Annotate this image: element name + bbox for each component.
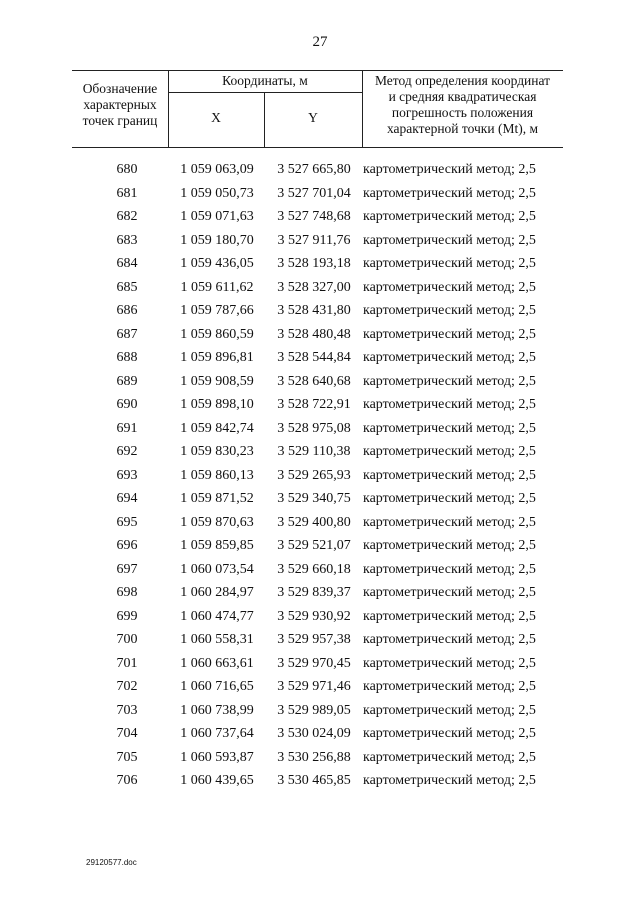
table-row [72, 746, 563, 770]
header-point-line-3: точек границ [82, 113, 158, 128]
coord-y: 3 528 544,84 [277, 350, 351, 365]
coord-x: 1 060 737,64 [180, 726, 254, 741]
method-cell: картометрический метод; 2,5 [363, 726, 536, 741]
method-cell: картометрический метод; 2,5 [363, 232, 536, 248]
coord-y: 3 530 024,09 [277, 726, 351, 741]
table-row [72, 675, 563, 699]
method-cell: картометрический метод; 2,5 [363, 608, 536, 624]
method-cell: картометрический метод; 2,5 [363, 350, 536, 365]
method-cell: картометрический метод; 2,5 [363, 185, 536, 201]
point-number: 698 [116, 585, 138, 600]
method-cell: картометрический метод; 2,5 [363, 655, 536, 671]
table-row [72, 370, 563, 394]
point-number: 691 [116, 420, 138, 436]
method-cell: картометрический метод; 2,5 [363, 773, 536, 788]
method-cell: картометрический метод; 2,5 [363, 373, 536, 389]
coord-y: 3 528 327,00 [277, 279, 351, 295]
table-row [72, 464, 563, 488]
table-row [72, 417, 563, 441]
table-row [72, 393, 563, 417]
coord-y: 3 529 930,92 [277, 608, 351, 624]
coord-x: 1 059 180,70 [180, 232, 254, 248]
coord-y: 3 529 957,38 [277, 632, 351, 647]
method-cell: картометрический метод; 2,5 [363, 585, 536, 600]
coord-y: 3 529 839,37 [277, 585, 351, 600]
coord-y: 3 527 748,68 [277, 209, 351, 224]
table-row [72, 299, 563, 323]
header-bottom-rule [72, 147, 563, 148]
header-point-line-2: характерных [83, 97, 157, 112]
table-row [72, 722, 563, 746]
coord-x: 1 060 716,65 [180, 679, 254, 694]
coord-x: 1 059 908,59 [180, 373, 254, 389]
coord-x: 1 059 859,85 [180, 538, 254, 553]
point-number: 692 [116, 444, 138, 459]
coord-x: 1 059 436,05 [180, 256, 254, 271]
coord-y: 3 528 431,80 [277, 303, 351, 318]
coord-y: 3 530 256,88 [277, 749, 351, 765]
method-cell: картометрический метод; 2,5 [363, 514, 536, 530]
header-method-line-4: характерной точки (Mt), м [386, 121, 538, 136]
point-number: 680 [116, 162, 138, 177]
method-cell: картометрический метод; 2,5 [363, 679, 536, 694]
header-method [362, 73, 563, 137]
method-cell: картометрический метод; 2,5 [363, 491, 536, 506]
point-number: 694 [116, 491, 138, 506]
point-number: 683 [116, 232, 138, 248]
coord-y: 3 529 971,46 [277, 679, 351, 694]
point-number: 702 [116, 679, 138, 694]
table-header [72, 70, 563, 148]
table-row [72, 158, 563, 182]
coord-y: 3 528 722,91 [277, 397, 351, 412]
method-cell: картометрический метод; 2,5 [363, 326, 536, 342]
point-number: 687 [116, 326, 138, 342]
table-row [72, 229, 563, 253]
method-cell: картометрический метод; 2,5 [363, 397, 536, 412]
coord-y: 3 530 465,85 [277, 773, 351, 788]
table-row [72, 487, 563, 511]
coord-x: 1 059 860,59 [180, 326, 254, 342]
method-cell: картометрический метод; 2,5 [363, 538, 536, 553]
header-coordinates: Координаты, м [222, 73, 308, 88]
table-row [72, 769, 563, 793]
table-row [72, 699, 563, 723]
page-number: 27 [312, 34, 328, 50]
method-cell: картометрический метод; 2,5 [363, 209, 536, 224]
footer-filename: 29120577.doc [86, 858, 137, 867]
method-cell: картометрический метод; 2,5 [363, 279, 536, 295]
coord-x: 1 060 474,77 [180, 608, 254, 624]
coord-x: 1 060 663,61 [180, 655, 254, 671]
table-row [72, 628, 563, 652]
table-row [72, 652, 563, 676]
coord-x: 1 059 860,13 [180, 467, 254, 483]
header-point-line-1: Обозначение [82, 81, 158, 96]
coord-x: 1 060 439,65 [180, 773, 254, 788]
point-number: 682 [116, 209, 138, 224]
header-coord-rule [168, 92, 362, 93]
method-cell: картометрический метод; 2,5 [363, 303, 536, 318]
table-row [72, 534, 563, 558]
coord-x: 1 060 593,87 [180, 749, 254, 765]
coord-y: 3 529 989,05 [277, 702, 351, 718]
table-row [72, 605, 563, 629]
point-number: 701 [116, 655, 138, 671]
coord-y: 3 528 193,18 [277, 256, 351, 271]
point-number: 681 [116, 185, 138, 201]
header-method-line-3: погрешность положения [391, 105, 534, 120]
coord-x: 1 060 558,31 [180, 632, 254, 647]
coord-x: 1 059 787,66 [180, 303, 254, 318]
method-cell: картометрический метод; 2,5 [363, 749, 536, 765]
method-cell: картометрический метод; 2,5 [363, 632, 536, 647]
method-cell: картометрический метод; 2,5 [363, 702, 536, 718]
table-row [72, 511, 563, 535]
point-number: 697 [116, 561, 138, 577]
point-number: 686 [116, 303, 138, 318]
table-row [72, 558, 563, 582]
table-row [72, 323, 563, 347]
coord-y: 3 529 521,07 [277, 538, 351, 553]
point-number: 705 [116, 749, 138, 765]
coord-x: 1 059 063,09 [180, 162, 254, 177]
coord-y: 3 527 665,80 [277, 162, 351, 177]
point-number: 696 [116, 538, 138, 553]
point-number: 684 [116, 256, 138, 271]
point-number: 690 [116, 397, 138, 412]
table-body [72, 158, 563, 793]
table-row [72, 252, 563, 276]
coord-y: 3 528 480,48 [277, 326, 351, 342]
coord-y: 3 529 400,80 [277, 514, 351, 530]
point-number: 704 [116, 726, 138, 741]
coord-x: 1 059 611,62 [180, 279, 254, 295]
coord-y: 3 527 701,04 [277, 185, 351, 201]
header-point-designation [72, 81, 168, 129]
coord-y: 3 529 265,93 [277, 467, 351, 483]
table-row [72, 581, 563, 605]
coord-y: 3 528 640,68 [277, 373, 351, 389]
point-number: 688 [116, 350, 138, 365]
table-row [72, 205, 563, 229]
coord-x: 1 059 870,63 [180, 514, 254, 530]
coord-y: 3 529 340,75 [277, 491, 351, 506]
coord-y: 3 529 110,38 [277, 444, 351, 459]
coord-x: 1 060 738,99 [180, 702, 254, 718]
coord-x: 1 060 073,54 [180, 561, 254, 577]
point-number: 699 [116, 608, 138, 624]
header-method-line-2: и средняя квадратическая [388, 89, 537, 104]
header-y: Y [308, 110, 318, 125]
method-cell: картометрический метод; 2,5 [363, 561, 536, 577]
point-number: 695 [116, 514, 138, 530]
coord-y: 3 527 911,76 [277, 232, 351, 248]
coord-x: 1 059 071,63 [180, 209, 254, 224]
coord-x: 1 059 898,10 [180, 397, 254, 412]
table-row [72, 182, 563, 206]
header-x: X [211, 110, 221, 125]
table-row [72, 346, 563, 370]
coord-x: 1 059 871,52 [180, 491, 254, 506]
coord-y: 3 528 975,08 [277, 420, 351, 436]
point-number: 693 [116, 467, 138, 483]
method-cell: картометрический метод; 2,5 [363, 420, 536, 436]
coord-y: 3 529 970,45 [277, 655, 351, 671]
coord-x: 1 060 284,97 [180, 585, 254, 600]
point-number: 689 [116, 373, 138, 389]
coord-x: 1 059 842,74 [180, 420, 254, 436]
point-number: 703 [116, 702, 138, 718]
method-cell: картометрический метод; 2,5 [363, 256, 536, 271]
header-method-line-1: Метод определения координат [374, 73, 551, 88]
coord-x: 1 059 830,23 [180, 444, 254, 459]
table-row [72, 276, 563, 300]
point-number: 685 [116, 279, 138, 295]
method-cell: картометрический метод; 2,5 [363, 444, 536, 459]
point-number: 706 [116, 773, 138, 788]
header-top-rule [72, 70, 563, 71]
method-cell: картометрический метод; 2,5 [363, 162, 536, 177]
point-number: 700 [116, 632, 138, 647]
coord-y: 3 529 660,18 [277, 561, 351, 577]
coord-x: 1 059 050,73 [180, 185, 254, 201]
table-row [72, 440, 563, 464]
coord-x: 1 059 896,81 [180, 350, 254, 365]
method-cell: картометрический метод; 2,5 [363, 467, 536, 483]
